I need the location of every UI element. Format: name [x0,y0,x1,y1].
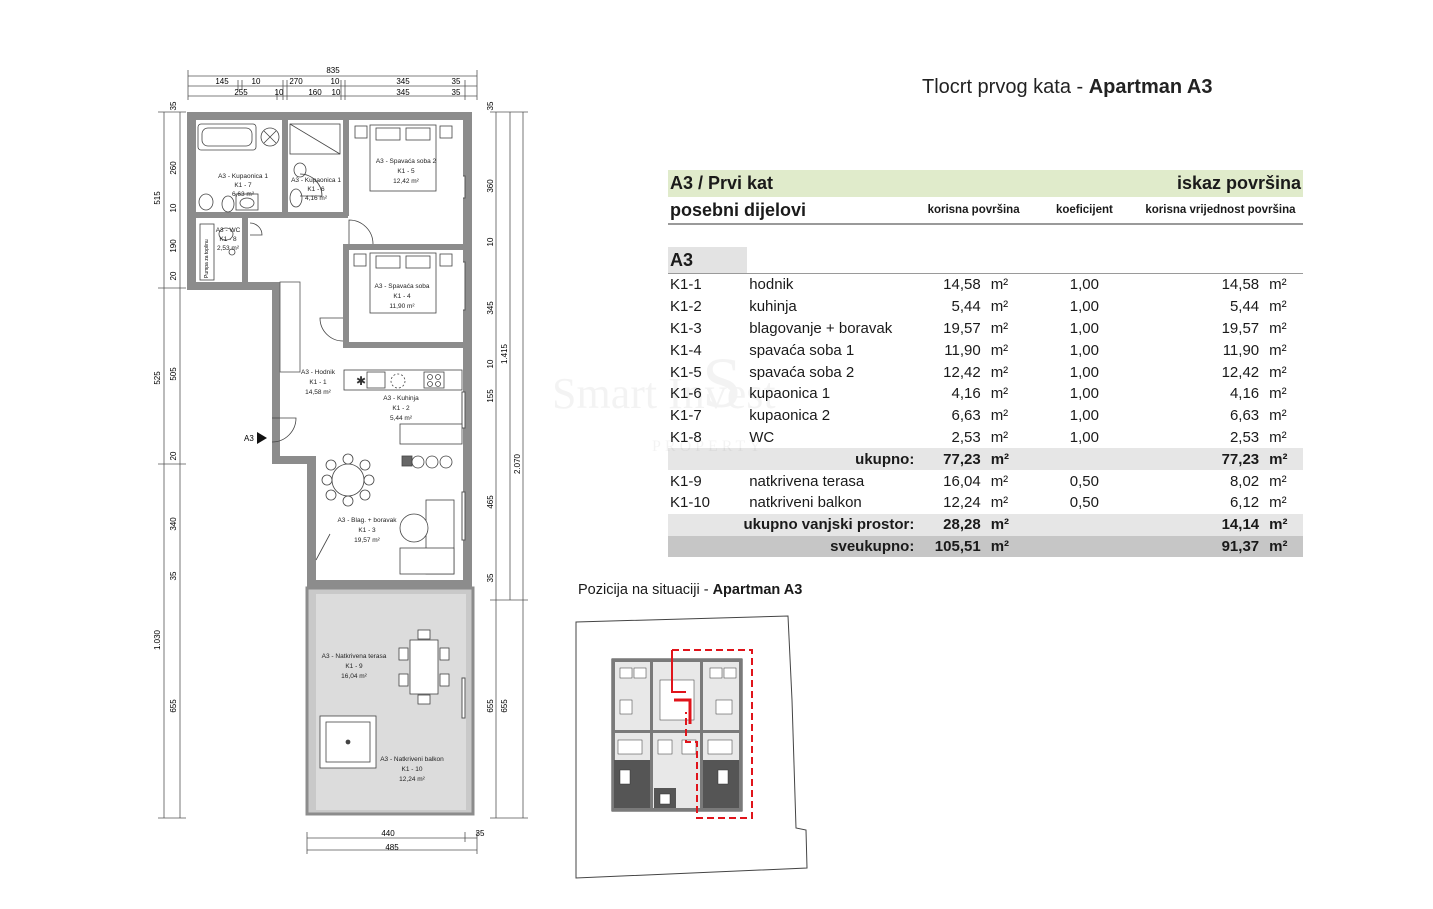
row-code: K1-1 [670,276,702,294]
row-area: 4,16 [951,385,981,403]
svg-text:K1 - 10: K1 - 10 [401,766,423,773]
row-value: 8,02 [1229,472,1260,490]
grand-total-unit: m² [983,536,1031,558]
table-subheader [668,197,1303,224]
row-coef: 1,00 [1069,428,1099,446]
dim-left-1: 35 [169,101,178,111]
table-row [668,296,1303,318]
row-name: kupaonica 2 [749,407,831,425]
dim-right-4: 345 [486,301,495,315]
row-area: 14,58 [943,276,981,294]
row-coef: 1,00 [1069,319,1099,337]
table-row [668,318,1303,340]
row-value: 4,16 [1229,385,1260,403]
svg-text:A3 - Kuhinja: A3 - Kuhinja [383,395,419,402]
row-name: kupaonica 1 [749,385,831,403]
entrance-marker [244,432,267,444]
svg-text:K1 - 3: K1 - 3 [358,527,376,534]
svg-text:A3 - Natkriveni balkon: A3 - Natkriveni balkon [380,756,444,763]
row-name: WC [749,428,775,446]
row-area: 12,24 [943,494,981,512]
svg-text:A3 - Spavaća soba 2: A3 - Spavaća soba 2 [375,158,437,165]
grand-total-unit: m² [1261,536,1303,558]
svg-text:K1 - 1: K1 - 1 [309,379,327,386]
grand-total-area: 105,51 [916,536,982,558]
outdoor-total-unit: m² [983,514,1031,536]
table-row [668,383,1303,405]
dimension-lines-right [490,112,528,818]
svg-text:12,24 m²: 12,24 m² [399,776,425,783]
dim-left-8: 340 [169,517,178,531]
dim-top-2: 10 [251,77,261,86]
building-footprint [612,659,742,811]
svg-text:A3 - Spavaća soba: A3 - Spavaća soba [374,283,430,290]
row-coef: 1,00 [1069,407,1099,425]
dim-top-1: 145 [215,77,229,86]
subtotal-unit: m² [1261,448,1303,470]
svg-text:16,04 m²: 16,04 m² [341,673,367,680]
room-label-k1-2 [383,395,419,422]
dim-bottom-3: 485 [385,843,399,852]
row-name: spavaća soba 2 [749,363,855,381]
row-value: 5,44 [1229,298,1260,316]
table-row [668,492,1303,514]
row-unit: m² [990,472,1009,490]
table-row [668,470,1303,492]
dim-bottom-2: 35 [475,829,485,838]
row-unit: m² [1269,385,1287,403]
dim-top2-5: 345 [396,88,410,97]
row-area: 19,57 [943,319,981,337]
table-row [668,405,1303,427]
entrance-label: A3 [244,434,254,443]
svg-text:6,63 m²: 6,63 m² [231,191,255,198]
table-header-right: iskaz površina [1031,170,1303,197]
row-code: K1-3 [670,319,702,337]
row-name: blagovanje + boravak [749,319,893,337]
dim-right-6: 155 [486,389,495,403]
row-unit: m² [1269,428,1287,446]
row-code: K1-7 [670,407,702,425]
dim-left-outer-2: 525 [153,371,162,385]
row-coef: 1,00 [1069,385,1099,403]
row-area: 12,42 [943,363,981,381]
row-value: 2,53 [1229,428,1260,446]
heat-pump [204,239,210,278]
table-row [668,361,1303,383]
living-furniture [316,454,454,574]
subtotal-area: 77,23 [916,448,982,470]
row-unit: m² [990,385,1009,403]
svg-text:A3 - Blag. + boravak: A3 - Blag. + boravak [337,517,397,524]
col-coefficient: koeficijent [1031,197,1138,224]
page-title-bold: Apartman A3 [1088,76,1213,98]
row-code: K1-10 [670,494,711,512]
grand-total-label: sveukupno: [668,536,916,558]
heat-pump-label: Pumpa za toplinu [204,239,210,278]
svg-text:A3 - Natkrivena terasa: A3 - Natkrivena terasa [321,653,387,660]
floor-plan [150,60,540,860]
dim-right-1: 35 [486,101,495,111]
dim-top-4: 10 [330,77,340,86]
dim-left-4: 190 [169,239,178,253]
outdoor-total-row [668,514,1303,536]
outdoor-total-label: ukupno vanjski prostor: [668,514,916,536]
dim-left-outer-1: 515 [153,191,162,205]
dim-right-9: 655 [486,699,495,713]
dim-top2-3: 160 [308,88,322,97]
row-unit: m² [1269,363,1287,381]
outdoor-total-area: 28,28 [916,514,982,536]
row-value: 6,12 [1229,494,1260,512]
svg-text:K1 - 4: K1 - 4 [393,293,411,300]
table-row [668,427,1303,449]
dim-right-7: 465 [486,495,495,509]
svg-text:11,90 m²: 11,90 m² [389,303,415,310]
subtotal-value: 77,23 [1138,448,1261,470]
svg-text:K1 - 6: K1 - 6 [307,186,325,193]
row-unit: m² [990,363,1009,381]
row-unit: m² [990,298,1009,316]
svg-text:4,16 m²: 4,16 m² [304,195,328,202]
row-unit: m² [990,407,1009,425]
area-table [668,170,1303,557]
row-value: 19,57 [1221,319,1260,337]
row-coef: 1,00 [1069,363,1099,381]
section-label: A3 [668,247,747,274]
subtotal-label: ukupno: [668,448,916,470]
row-coef: 1,00 [1069,341,1099,359]
row-unit: m² [1269,341,1287,359]
dim-right-3: 10 [486,237,495,247]
dim-top-total: 835 [326,66,340,75]
room-label-k1-3 [337,517,397,544]
table-header-left: A3 / Prvi kat [668,170,1031,197]
dim-right-5: 10 [486,359,495,369]
row-unit: m² [1269,298,1287,316]
svg-text:K1 - 2: K1 - 2 [392,405,410,412]
row-code: K1-8 [670,428,702,446]
table-row [668,274,1303,296]
outdoor-total-value: 14,14 [1138,514,1261,536]
dim-right-8: 35 [486,573,495,583]
row-unit: m² [1269,319,1287,337]
row-code: K1-4 [670,341,702,359]
svg-text:12,42 m²: 12,42 m² [393,178,419,185]
svg-text:K1 - 9: K1 - 9 [345,663,363,670]
row-unit: m² [990,276,1009,294]
row-unit: m² [1269,494,1287,512]
row-area: 5,44 [951,298,981,316]
row-unit: m² [990,428,1009,446]
svg-text:K1 - 8: K1 - 8 [219,236,237,243]
row-value: 14,58 [1221,276,1260,294]
table-subheader-label: posebni dijelovi [668,197,916,224]
grand-total-value: 91,37 [1138,536,1261,558]
row-code: K1-9 [670,472,702,490]
dim-left-6: 505 [169,367,178,381]
dim-top-6: 35 [451,77,461,86]
dim-top2-2: 10 [274,88,284,97]
row-name: natkriveni balkon [749,494,862,512]
dim-bottom-1: 440 [381,829,395,838]
dim-top-3: 270 [289,77,303,86]
subtotal-row [668,448,1303,470]
outdoor-total-unit: m² [1261,514,1303,536]
row-area: 2,53 [951,428,981,446]
dim-right-outer-1: 1.415 [500,343,509,365]
svg-text:19,57 m²: 19,57 m² [354,537,380,544]
dim-right-outer-3: 655 [500,699,509,713]
dim-right-outer-2: 2.070 [513,453,522,475]
row-value: 11,90 [1222,341,1260,359]
table-row [668,339,1303,361]
dim-top2-4: 10 [331,88,341,97]
row-unit: m² [1269,407,1287,425]
col-useful-area: korisna površina [916,197,1031,224]
row-name: spavaća soba 1 [749,341,855,359]
situation-caption-prefix: Pozicija na situaciji - [578,582,713,598]
row-name: natkrivena terasa [749,472,865,490]
svg-text:A3 - Kupaonica 1: A3 - Kupaonica 1 [291,177,341,184]
dim-left-5: 20 [169,271,178,281]
grand-total-row [668,536,1303,558]
svg-text:A3 - Hodnik: A3 - Hodnik [301,369,335,376]
subtotal-unit: m² [983,448,1031,470]
table-header [668,170,1303,197]
row-coef: 0,50 [1069,472,1099,490]
dim-left-2: 260 [169,161,178,175]
col-value: korisna vrijednost površina [1138,197,1303,224]
dim-top2-6: 35 [451,88,461,97]
svg-text:K1 - 7: K1 - 7 [234,182,252,189]
row-unit: m² [990,319,1009,337]
dim-left-9: 35 [169,571,178,581]
dim-left-outer-3: 1.030 [153,629,162,651]
row-unit: m² [1269,472,1287,490]
row-coef: 1,00 [1069,298,1099,316]
svg-text:✱: ✱ [356,374,367,388]
svg-text:A3 - WC: A3 - WC [215,227,241,234]
room-label-k1-1 [301,369,336,396]
dim-top2-1: 255 [234,88,248,97]
row-value: 12,42 [1221,363,1260,381]
svg-text:2,53 m²: 2,53 m² [216,245,240,252]
row-name: hodnik [749,276,794,294]
dim-left-7: 20 [169,451,178,461]
row-unit: m² [1269,276,1287,294]
dim-top-5: 345 [396,77,410,86]
row-value: 6,63 [1229,407,1260,425]
row-code: K1-6 [670,385,702,403]
dim-right-2: 360 [486,179,495,193]
situation-caption [578,582,802,598]
row-area: 16,04 [943,472,981,490]
page-title [922,76,1212,99]
situation-caption-bold: Apartman A3 [712,582,803,598]
row-code: K1-5 [670,363,702,381]
dim-left-3: 10 [169,203,178,213]
svg-text:A3 - Kupaonica 1: A3 - Kupaonica 1 [218,173,268,180]
row-name: kuhinja [749,298,797,316]
row-code: K1-2 [670,298,702,316]
row-area: 11,90 [944,341,981,359]
page-title-prefix: Tlocrt prvog kata - [922,76,1089,98]
dim-left-10: 655 [169,699,178,713]
svg-text:K1 - 5: K1 - 5 [397,168,415,175]
table-section [668,247,1303,274]
svg-text:14,58 m²: 14,58 m² [305,389,331,396]
row-coef: 1,00 [1069,276,1099,294]
svg-text:5,44 m²: 5,44 m² [389,415,413,422]
situation-map [570,612,814,884]
row-area: 6,63 [951,407,981,425]
row-unit: m² [990,341,1009,359]
row-unit: m² [990,494,1009,512]
row-coef: 0,50 [1069,494,1099,512]
